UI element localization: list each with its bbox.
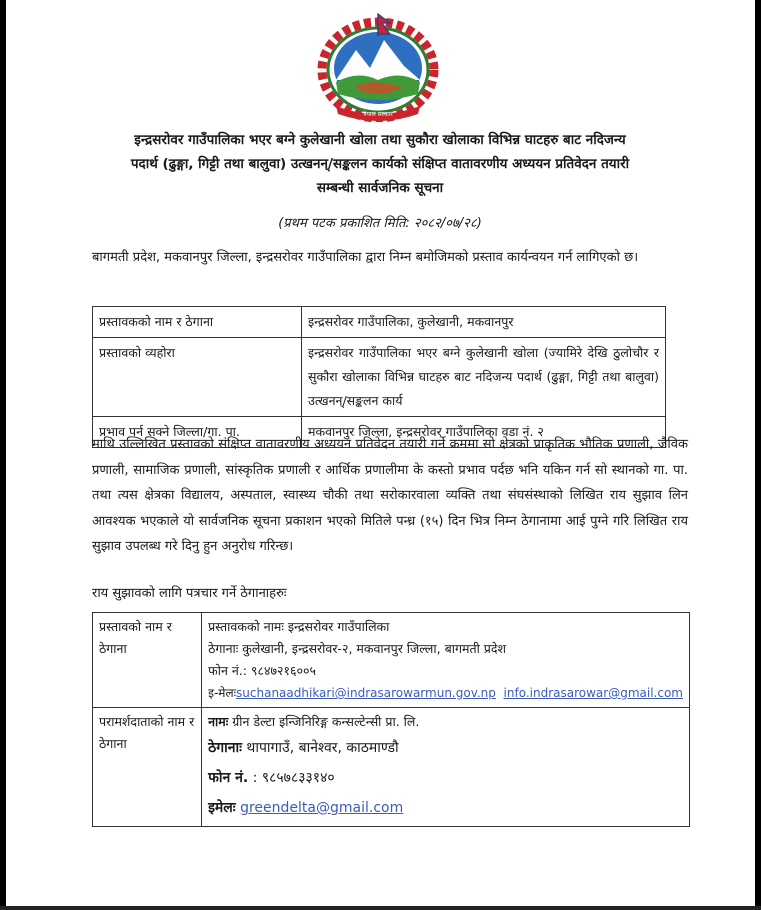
title-line-1: इन्द्रसरोवर गाउँपालिका भएर बग्ने कुलेखानी खोला तथा सुकौरा खोलाका विभिन्न घाटहरु बाट नदिजन्य bbox=[134, 132, 626, 148]
nepal-emblem-icon bbox=[314, 10, 442, 122]
proposal-desc-value: इन्द्रसरोवर गाउँपालिका भएर बग्ने कुलेखानी खोला (ज्यामिरे देखि ठुलोचौर र सुकौरा खोलाका विभिन्न घाटहरु बाट नदिजन्य पदार्थ (ढुङ्गा, गिट्टी तथा बालुवा) उत्खनन्/सङ्कलन कार्य bbox=[302, 338, 666, 417]
title-line-3: सम्बन्धी सार्वजनिक सूचना bbox=[316, 180, 444, 196]
proposer-name: प्रस्तावकको नामः इन्द्रसरोवर गाउँपालिका bbox=[208, 619, 390, 634]
affected-area-value: मकवानपुर जिल्ला, इन्द्रसरोवर गाउँपालिका वडा नं. २ bbox=[302, 417, 666, 448]
notice-title bbox=[70, 128, 690, 200]
consultant-contact-label: परामर्शदाताको नाम र ठेगाना bbox=[93, 708, 202, 827]
title-line-2: पदार्थ (ढुङ्गा, गिट्टी तथा बालुवा) उत्खनन्/सङ्कलन कार्यको संक्षिप्त वातावरणीय अध्ययन प्रतिवेदन तयारी bbox=[130, 156, 630, 172]
publication-date: (प्रथम पटक प्रकाशित मिति: २०८२/०७/२८) bbox=[278, 216, 482, 231]
address-heading: राय सुझावको लागि पत्रचार गर्ने ठेगानाहरुः bbox=[92, 586, 287, 601]
proposer-email-label: इ-मेलः bbox=[208, 686, 237, 700]
proposer-label: प्रस्तावकको नाम र ठेगाना bbox=[93, 307, 302, 338]
proposer-address: ठेगानाः कुलेखानी, इन्द्रसरोवर-२, मकवानपुर जिल्ला, बागमती प्रदेश bbox=[208, 641, 507, 656]
contacts-table bbox=[92, 612, 690, 827]
proposer-email-link-1[interactable]: suchanaadhikari@indrasarowarmun.gov.np bbox=[236, 686, 496, 700]
consultant-phone-label: फोन नं. bbox=[208, 770, 249, 786]
proposer-email-row bbox=[208, 682, 683, 704]
consultant-address-row bbox=[208, 733, 683, 763]
consultant-email-link[interactable]: greendelta@gmail.com bbox=[240, 800, 404, 816]
bottom-dark-edge bbox=[0, 906, 761, 910]
left-dark-edge bbox=[0, 0, 6, 910]
proposer-contact-label: प्रस्तावको नाम र ठेगाना bbox=[93, 613, 202, 708]
proposal-table bbox=[92, 306, 666, 448]
table-row bbox=[93, 338, 666, 417]
intro-paragraph: बागमती प्रदेश, मकवानपुर जिल्ला, इन्द्रसरोवर गाउँपालिका द्वारा निम्न बमोजिमको प्रस्ताव कार्यन्वयन गर्न लागिएको छ। bbox=[92, 250, 639, 265]
right-dark-edge bbox=[755, 0, 761, 910]
table-row bbox=[93, 708, 690, 827]
table-row bbox=[93, 307, 666, 338]
proposer-value: इन्द्रसरोवर गाउँपालिका, कुलेखानी, मकवानपुर bbox=[302, 307, 666, 338]
consultant-address-label: ठेगानाः bbox=[208, 740, 242, 756]
consultant-phone: : ९८५७८३३१४० bbox=[252, 770, 335, 786]
proposer-phone: फोन नं.: ९८४७२१६००५ bbox=[208, 663, 316, 678]
consultant-name: ग्रीन डेल्टा इन्जिनिरिङ्ग कन्सल्टेन्सी प्रा. लि. bbox=[232, 714, 420, 729]
table-row bbox=[93, 613, 690, 708]
body-paragraph: माथि उल्लिखित प्रस्तावको संक्षिप्त वातावरणीय अध्ययन प्रतिवेदन तयारी गर्ने क्रममा सो क्षेत्रको प्राकृतिक भौतिक प्रणाली, जैविक प्रणाली, सामाजिक प्रणाली, सांस्कृतिक प्रणाली र आर्थिक प्रणालीमा के कस्तो प्रभाव पर्दछ भनि यकिन गर्न सो स्थानको गा. पा. तथा त्यस क्षेत्रका विद्यालय, अस्पताल, स्वास्थ्य चौकी तथा सरोकारवाला व्यक्ति तथा संघसंस्थाको लिखित राय सुझाव लिन आवश्यक भएकाले यो सार्वजनिक सूचना प्रकाशन भएको मितिले पन्ध्र (१५) दिन भित्र निम्न ठेगानामा आई पुग्ने गरि लिखित राय सुझाव उपलब्ध गरे दिनु हुन अनुरोध गरिन्छ। bbox=[92, 437, 688, 554]
consultant-email-label: इमेलः bbox=[208, 800, 236, 816]
proposer-email-link-2[interactable]: info.indrasarowar@gmail.com bbox=[503, 686, 683, 700]
consultant-email-row bbox=[208, 793, 683, 823]
consultant-address: थापागाउँ, बानेश्वर, काठमाण्डौ bbox=[246, 740, 399, 756]
consultant-name-label: नामः bbox=[208, 714, 229, 729]
consultant-contact-details bbox=[202, 708, 690, 827]
consultant-phone-row bbox=[208, 763, 683, 793]
affected-area-label: प्रभाव पर्न सक्ने जिल्ला/गा. पा. bbox=[93, 417, 302, 448]
consultant-name-row bbox=[208, 711, 683, 733]
proposer-contact-details bbox=[202, 613, 690, 708]
proposal-desc-label: प्रस्तावको व्यहोरा bbox=[93, 338, 302, 417]
emblem-text: नेपाल सरकार bbox=[363, 111, 393, 118]
